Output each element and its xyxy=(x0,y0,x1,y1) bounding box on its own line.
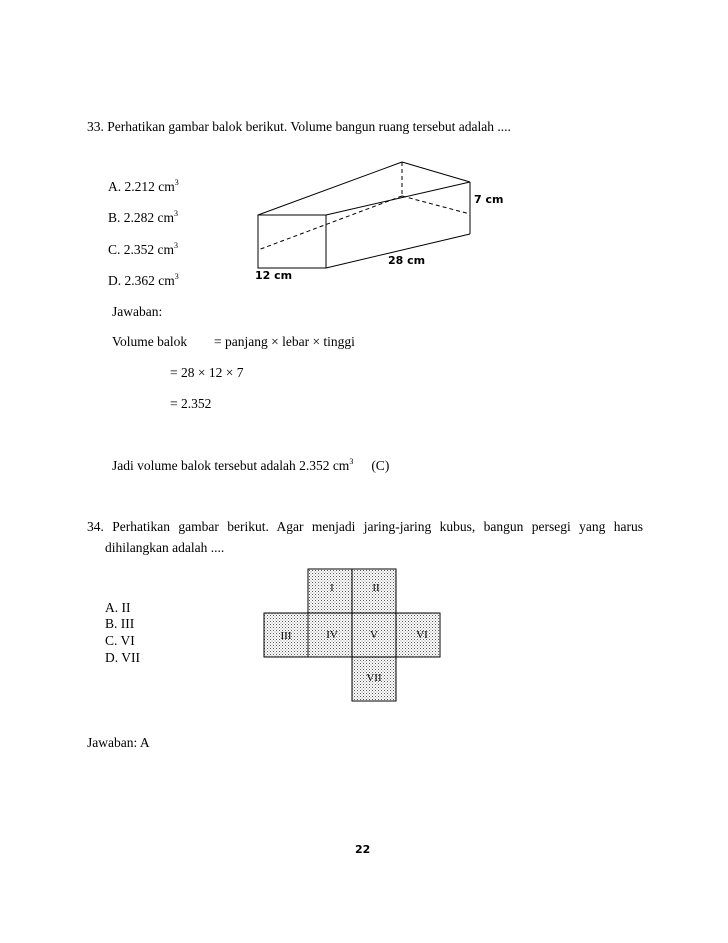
q33-conclusion: Jadi volume balok tersebut adalah 2.352 $cm^3$ (C) xyxy=(112,457,390,473)
q34-option-a: A. II xyxy=(105,600,131,615)
q33-option-d: D. 2.362 $cm^3$ xyxy=(108,272,179,288)
page-number: 22 xyxy=(355,843,371,856)
net-label-I: I xyxy=(330,582,334,594)
q33-question: 33. Perhatikan gambar balok berikut. Volume bangun ruang tersebut adalah .... xyxy=(87,119,511,134)
cuboid-height-label: 7 cm xyxy=(474,193,504,206)
net-label-VI: VI xyxy=(416,629,428,641)
q33-conclusion-choice: (C) xyxy=(371,458,390,473)
q33-work-result: = 2.352 xyxy=(170,396,212,411)
q34-option-d: D. VII xyxy=(105,650,140,665)
q33-work-step: = 28 × 12 × 7 xyxy=(170,365,244,380)
q34-option-b: B. III xyxy=(105,616,135,631)
q34-answer: Jawaban: A xyxy=(87,735,150,750)
q33-option-c: C. 2.352 $cm^3$ xyxy=(108,241,178,257)
net-label-V: V xyxy=(370,629,378,641)
q34-option-c: C. VI xyxy=(105,633,135,648)
net-label-VII: VII xyxy=(366,672,382,684)
net-label-III: III xyxy=(280,630,292,642)
q33-option-b: B. 2.282 $cm^3$ xyxy=(108,209,178,225)
net-label-II: II xyxy=(372,582,380,594)
q34-question-line2: dihilangkan adalah .... xyxy=(105,540,225,555)
q33-option-a: A. 2.212 $cm^3$ xyxy=(108,178,179,194)
q33-answer-label: Jawaban: xyxy=(112,304,163,319)
cuboid-width-label: 12 cm xyxy=(255,269,293,282)
q33-work-formula: = panjang × lebar × tinggi xyxy=(214,334,355,349)
cuboid-length-label: 28 cm xyxy=(388,254,426,267)
net-label-IV: IV xyxy=(326,629,338,641)
q33-work-label: Volume balok xyxy=(112,334,188,349)
q34-question-line1: 34. Perhatikan gambar berikut. Agar menjadi jaring-jaring kubus, bangun persegi yang harus xyxy=(87,519,643,534)
